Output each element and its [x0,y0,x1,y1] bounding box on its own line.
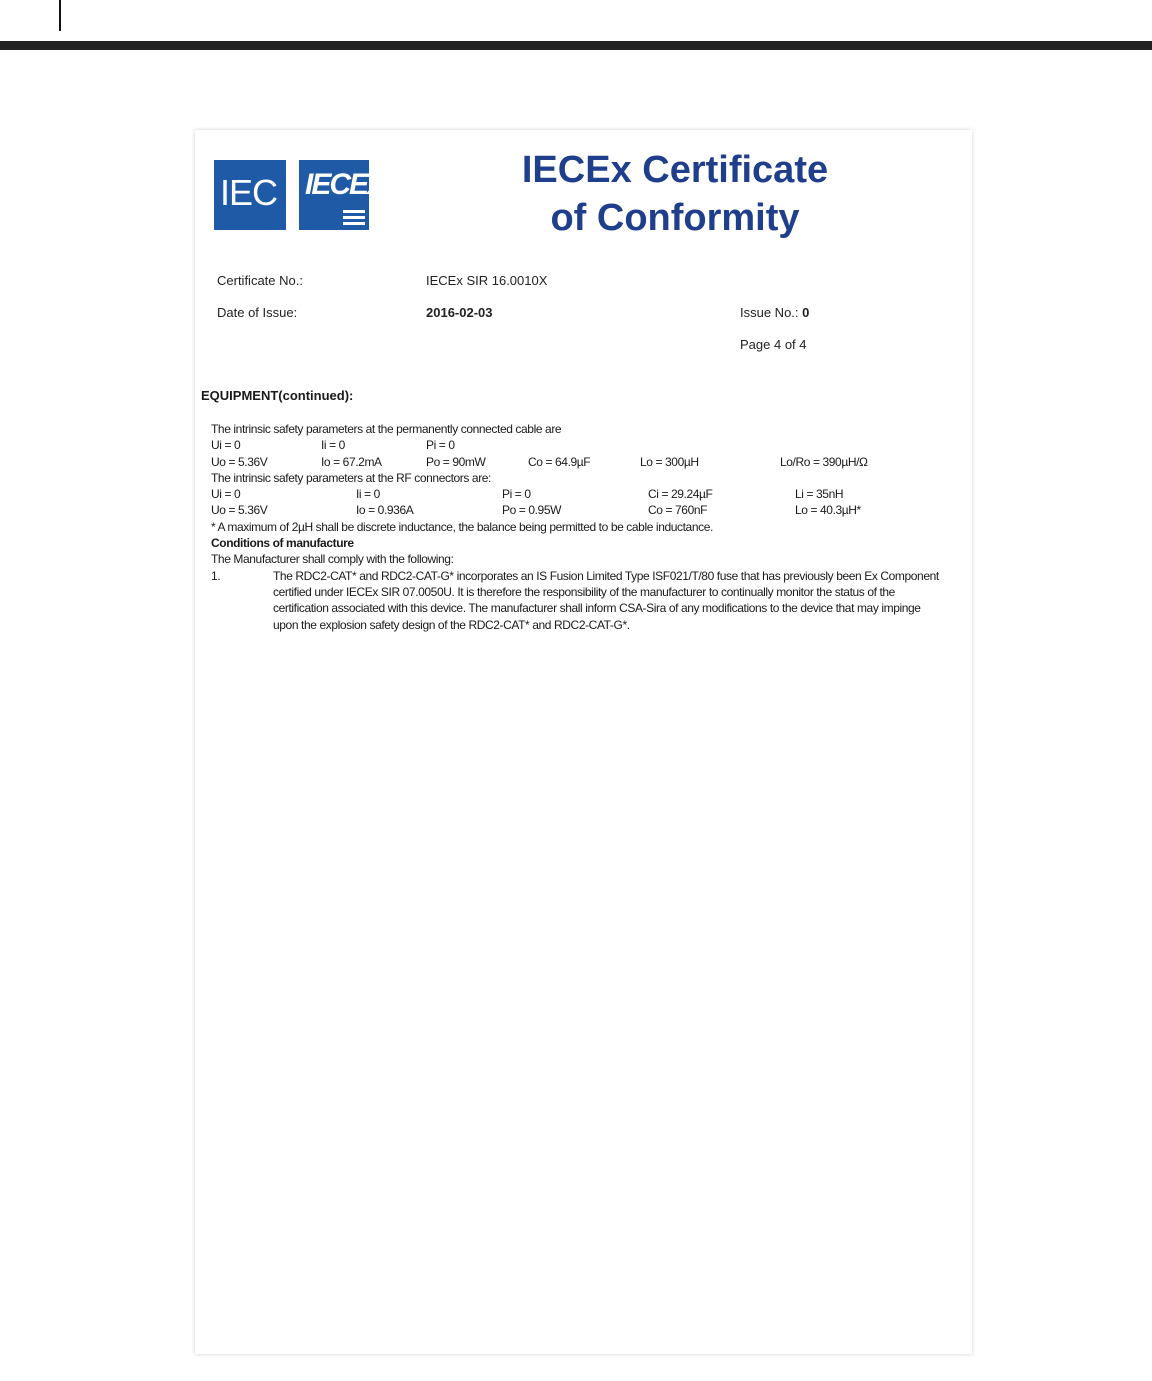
page-header-rule [0,41,1152,50]
issue-number-value: 0 [802,305,810,320]
param-ii: Ii = 0 [356,487,380,502]
title-line-2: of Conformity [550,197,800,239]
condition-number: 1. [211,568,221,583]
rf-intro: The intrinsic safety parameters at the RF connectors are: [211,470,491,485]
certificate-number-value: IECEx SIR 16.0010X [426,273,548,288]
page-margin-mark [59,0,61,31]
param-lo: Lo = 300µH [640,454,699,469]
param-io: Io = 0.936A [356,503,414,518]
param-lo-ro: Lo/Ro = 390µH/Ω [780,454,868,469]
param-po: Po = 0.95W [502,503,562,518]
date-of-issue-label: Date of Issue: [217,305,298,320]
cable-output-params [211,454,941,470]
iec-logo-text: IEC [220,172,278,213]
cable-intro: The intrinsic safety parameters at the permanently connected cable are [211,422,562,436]
certificate-page [195,130,972,1354]
section-title: EQUIPMENT(continued): [201,388,354,403]
param-uo: Uo = 5.36V [211,454,268,469]
iec-logo [214,160,286,230]
certificate-title [495,146,855,242]
iecex-logo [299,160,382,230]
param-co: Co = 64.9µF [528,454,591,469]
iecex-logo-stripe [343,222,365,225]
date-of-issue-value: 2016-02-03 [426,305,493,320]
rf-input-params [211,486,941,502]
param-li: Li = 35nH [795,487,844,502]
title-line-1: IECEx Certificate [521,149,829,191]
param-ui: Ui = 0 [211,487,241,502]
param-io: Io = 67.2mA [321,454,382,469]
page-number: Page 4 of 4 [740,337,807,352]
rf-output-params [211,502,941,518]
param-lo: Lo = 40.3µH* [795,503,861,518]
certificate-number-label: Certificate No.: [217,273,303,288]
issue-number [740,305,809,320]
param-ui: Ui = 0 [211,438,241,453]
condition-item [211,568,941,633]
param-pi: Pi = 0 [502,487,531,502]
conditions-intro: The Manufacturer shall comply with the following: [211,552,454,567]
param-pi: Pi = 0 [426,438,455,453]
condition-text: The RDC2-CAT* and RDC2-CAT-G* incorporates an IS Fusion Limited Type ISF021/T/80 fuse that has previously been Ex Component certified under IECEx SIR 07.0050U. It is therefore the responsibility of the manufacturer to continually monitor the status of the certification associated with this device. The manufacturer shall inform CSA-Sira of any modifications to the device that may impinge upon the explosion safety design of the RDC2-CAT* and RDC2-CAT-G*. [273,568,939,632]
param-co: Co = 760nF [648,503,708,518]
param-ii: Ii = 0 [321,438,345,453]
inductance-footnote: * A maximum of 2µH shall be discrete inductance, the balance being permitted to be cable inductance. [211,519,713,534]
document-body [211,421,941,633]
iecex-logo-text: IECEx [305,168,382,201]
param-ci: Ci = 29.24µF [648,487,713,502]
param-uo: Uo = 5.36V [211,503,268,518]
issue-number-label: Issue No.: [740,305,799,320]
cable-input-params [211,437,941,453]
conditions-title: Conditions of manufacture [211,536,354,551]
param-po: Po = 90mW [426,454,486,469]
iecex-logo-stripe [343,216,365,219]
iecex-logo-stripe [343,210,365,213]
